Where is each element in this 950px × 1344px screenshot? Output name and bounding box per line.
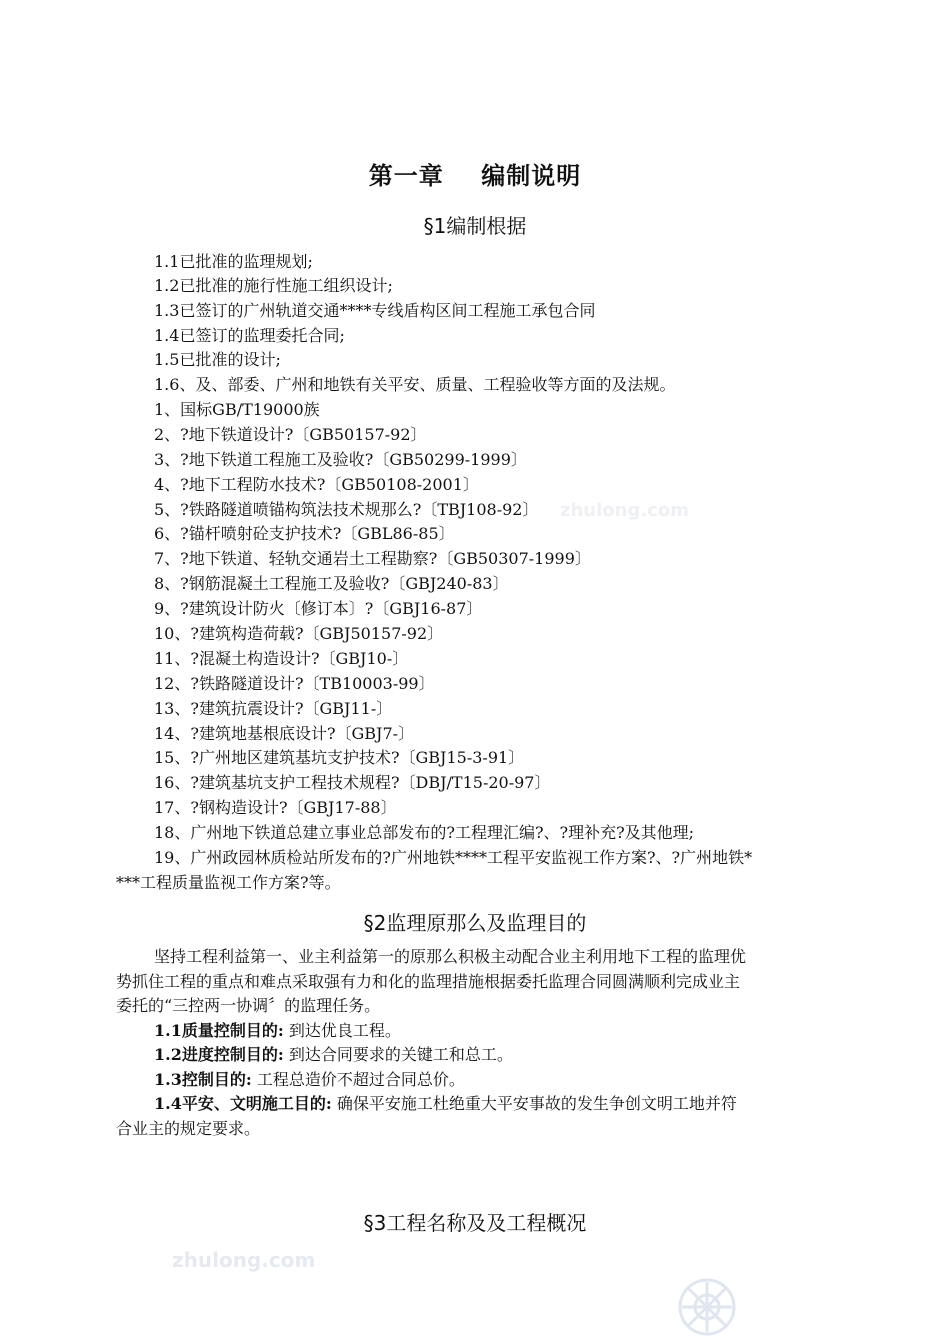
- section-1-title: §1编制根据: [423, 214, 527, 238]
- standard-item: 19、广州政园林质检站所发布的?广州地铁****工程平安监视工作方案?、?广州地铁*: [154, 848, 753, 867]
- standard-item: 1、国标GB/T19000族: [154, 400, 320, 419]
- goal-label: 1.1质量控制目的:: [154, 1020, 284, 1040]
- standard-item: 5、?铁路隧道喷锚构筑法技术规那么?〔TBJ108-92〕: [154, 500, 539, 519]
- supervision-principle-paragraph: [116, 945, 860, 1141]
- standard-item: 2、?地下铁道设计?〔GB50157-92〕: [154, 425, 427, 444]
- goal-text: 工程总造价不超过合同总价。: [251, 1069, 465, 1089]
- section-3-title: §3工程名称及及工程概况: [363, 1211, 587, 1235]
- standard-item: 18、广州地下铁道总建立事业总部发布的?工程理汇编?、?理补充?及其他理;: [154, 823, 695, 842]
- standard-item: 8、?钢筋混凝土工程施工及验收?〔GBJ240-83〕: [154, 574, 509, 593]
- goal-label: 1.2进度控制目的:: [154, 1045, 284, 1064]
- standard-item: 11、?混凝土构造设计?〔GBJ10-〕: [154, 649, 409, 668]
- basis-item: 1.3已签订的广州轨道交通****专线盾构区间工程施工承包合同: [154, 301, 596, 320]
- standard-item: 12、?铁路隧道设计?〔TB10003-99〕: [154, 674, 435, 693]
- standard-item: 7、?地下铁道、轻轨交通岩土工程勘察?〔GB50307-1999〕: [154, 549, 591, 568]
- standard-item-continuation: ***工程质量监视工作方案?等。: [116, 873, 341, 892]
- goal-label: 1.4平安、文明施工目的:: [154, 1094, 332, 1113]
- standard-item: 6、?锚杆喷射砼支护技术?〔GBL86-85〕: [154, 524, 455, 543]
- watermark-text: zhulong.com: [560, 500, 689, 521]
- standard-item: 15、?广州地区建筑基坑支护技术?〔GBJ15-3-91〕: [154, 748, 525, 767]
- goal-item: [116, 1092, 860, 1117]
- chapter-title: 第一章 编制说明: [368, 162, 582, 190]
- goal-item: [116, 1019, 860, 1044]
- standard-item: 10、?建筑构造荷载?〔GBJ50157-92〕: [154, 624, 444, 643]
- goal-item-continuation: 合业主的规定要求。: [116, 1118, 261, 1138]
- standard-item: 3、?地下铁道工程施工及验收?〔GB50299-1999〕: [154, 450, 527, 469]
- basis-item: 1.6、及、部委、广州和地铁有关平安、质量、工程验收等方面的及法规。: [154, 375, 676, 394]
- goal-text: 确保平安施工杜绝重大平安事故的发生争创文明工地并符: [331, 1094, 737, 1113]
- goal-item: [116, 1068, 860, 1093]
- paragraph-line: 委托的“三控两一协调〞的监理任务。: [116, 996, 381, 1015]
- standard-item: 13、?建筑抗震设计?〔GBJ11-〕: [154, 699, 393, 718]
- watermark-logo-icon: [676, 1276, 738, 1338]
- goal-item: [116, 1043, 860, 1068]
- watermark-text: zhulong.com: [172, 1248, 316, 1272]
- goal-text: 到达合同要求的关键工和总工。: [283, 1045, 513, 1064]
- basis-item: 1.4已签订的监理委托合同;: [154, 326, 345, 345]
- standard-item: 9、?建筑设计防火〔修订本〕?〔GBJ16-87〕: [154, 599, 483, 618]
- goal-label: 1.3控制目的:: [154, 1069, 252, 1089]
- section-2-title: §2监理原那么及监理目的: [363, 911, 587, 935]
- standard-item: 17、?钢构造设计?〔GBJ17-88〕: [154, 798, 397, 817]
- standard-item: 16、?建筑基坑支护工程技术规程?〔DBJ/T15-20-97〕: [154, 773, 551, 792]
- standard-item: 14、?建筑地基根底设计?〔GBJ7-〕: [154, 724, 415, 743]
- paragraph-line: 坚持工程利益第一、业主利益第一的原那么积极主动配合业主利用地下工程的监理优: [154, 947, 747, 966]
- goal-text: 到达优良工程。: [283, 1020, 401, 1040]
- basis-item: 1.2已批准的施行性施工组织设计;: [154, 276, 393, 295]
- paragraph-line: 势抓住工程的重点和难点采取强有力和化的监理措施根据委托监理合同圆满顺利完成业主: [116, 971, 741, 991]
- basis-item: 1.1已批准的监理规划;: [154, 252, 313, 271]
- basis-item: 1.5已批准的设计;: [154, 350, 281, 369]
- standard-item: 4、?地下工程防水技术?〔GB50108-2001〕: [154, 475, 479, 494]
